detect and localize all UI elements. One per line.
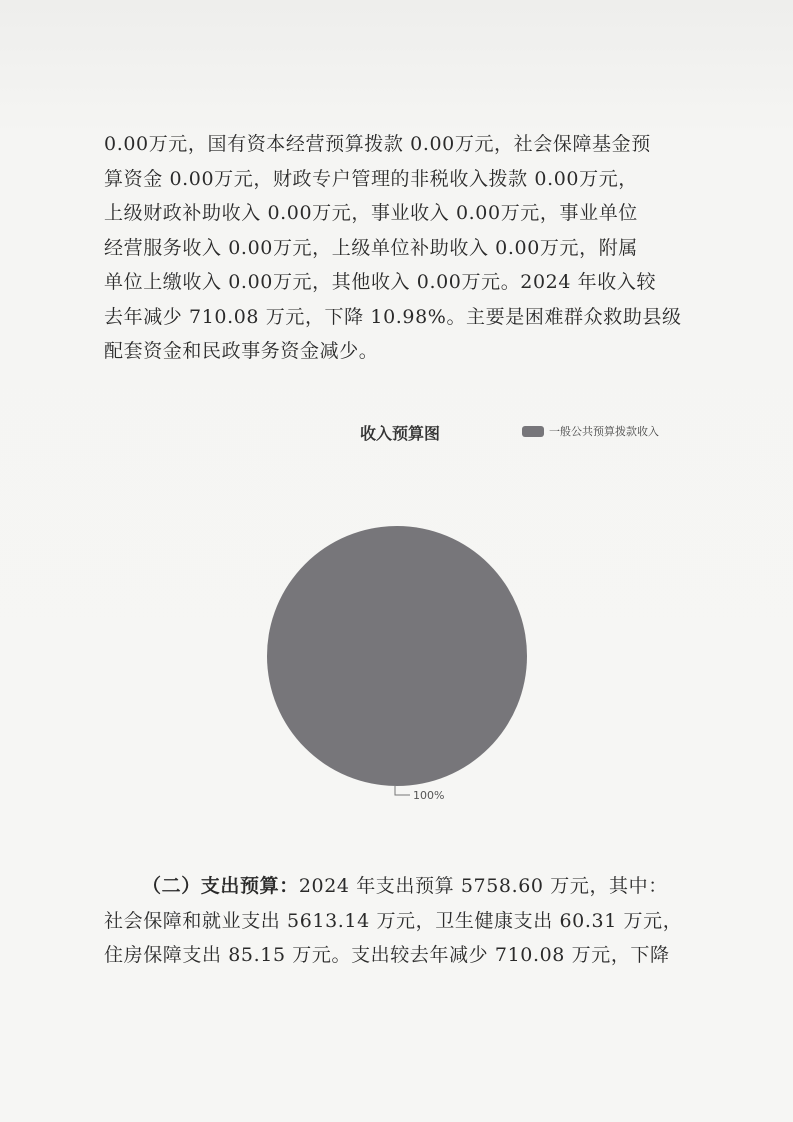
expenditure-paragraph — [104, 869, 704, 973]
legend-label: 一般公共预算拨款收入 — [549, 425, 659, 438]
text-line: 算资金 0.00万元，财政专户管理的非税收入拨款 0.00万元， — [104, 167, 638, 190]
text-line: 配套资金和民政事务资金减少。 — [104, 340, 379, 362]
text-line: 住房保障支出 85.15 万元。支出较去年减少 710.08 万元，下降 — [104, 944, 670, 966]
chart-title: 收入预算图 — [359, 424, 440, 443]
text-line: 去年减少 710.08 万元，下降 10.98%。主要是困难群众救助县级 — [104, 305, 682, 328]
text-line: 单位上缴收入 0.00万元，其他收入 0.00万元。2024 年收入较 — [104, 271, 657, 293]
text-line: 上级财政补助收入 0.00万元，事业收入 0.00万元，事业单位 — [104, 202, 638, 224]
text-line: 0.00万元，国有资本经营预算拨款 0.00万元，社会保障基金预 — [104, 133, 651, 155]
section-heading: （二）支出预算： — [142, 875, 299, 897]
text-span: 2024 年支出预算 5758.60 万元，其中： — [298, 875, 668, 897]
text-line: 经营服务收入 0.00万元，上级单位补助收入 0.00万元，附属 — [104, 236, 638, 259]
text-line — [104, 869, 704, 904]
pie-slice — [267, 526, 527, 786]
text-line: 社会保障和就业支出 5613.14 万元，卫生健康支出 60.31 万元， — [104, 909, 683, 932]
pie-leader-line — [395, 786, 410, 795]
pie-data-label: 100% — [413, 789, 445, 802]
